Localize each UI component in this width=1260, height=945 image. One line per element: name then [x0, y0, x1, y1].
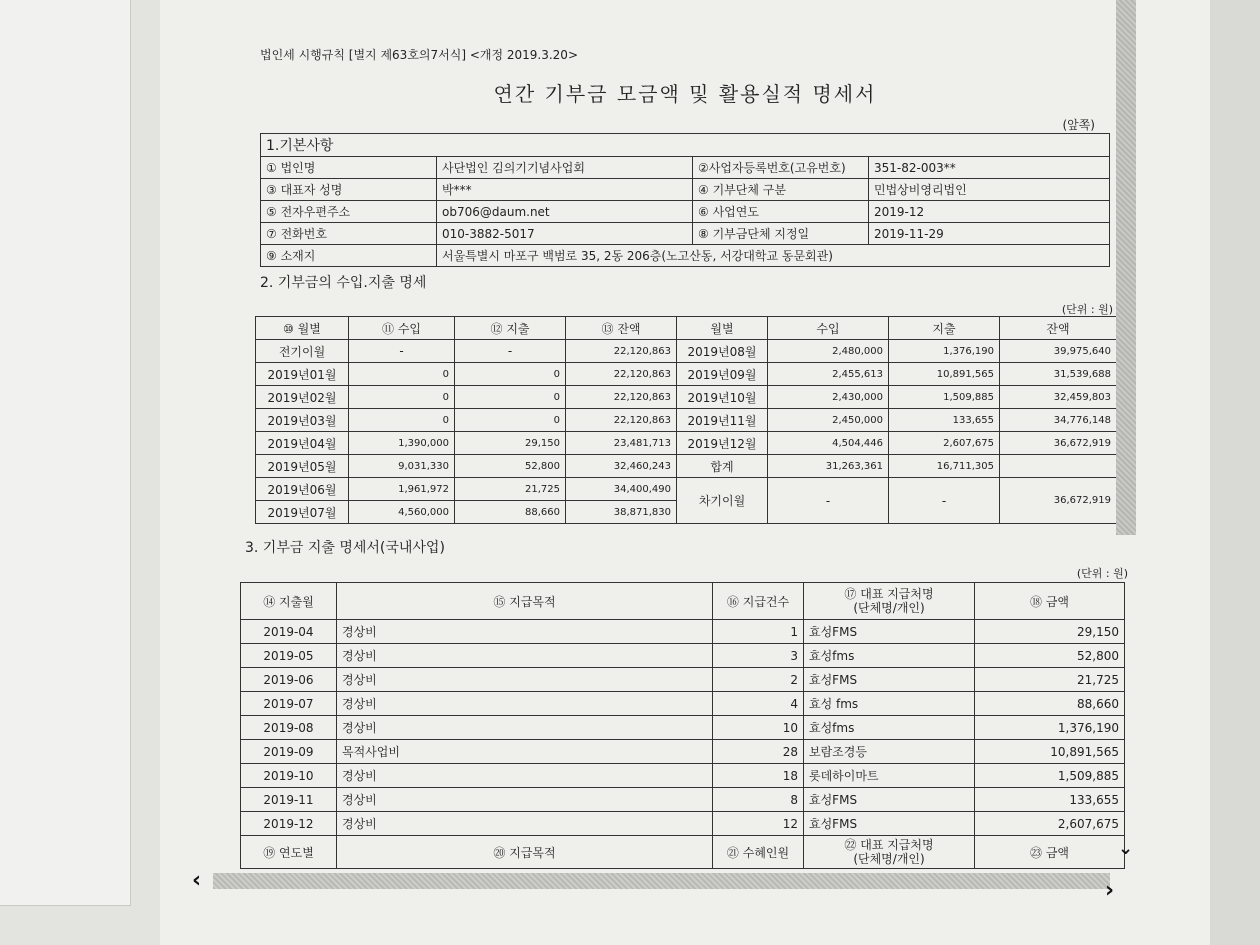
month-cell: 2019-05 [241, 644, 337, 668]
table-row [256, 455, 1117, 478]
table-row [241, 740, 1125, 764]
col-expense: ⑫ 지출 [455, 317, 566, 340]
total-expense: 16,711,305 [889, 455, 1000, 478]
balance-cell: 36,672,919 [1000, 432, 1117, 455]
col-recipient-2-sub: (단체명/개인) [853, 852, 925, 866]
table-row [256, 409, 1117, 432]
col-expense-month: ⑭ 지출월 [241, 583, 337, 620]
label-rep-name: ③ 대표자 성명 [261, 179, 437, 201]
col-recipient-2-label: ㉒ 대표 지급처명 [844, 838, 934, 852]
purpose-cell: 목적사업비 [337, 740, 713, 764]
col-recipient-sub: (단체명/개인) [853, 601, 925, 615]
left-page-sheet [0, 0, 131, 906]
col-income-2: 수입 [768, 317, 889, 340]
col-month: ⑩ 월별 [256, 317, 349, 340]
recipient-cell: 효성 fms [804, 692, 975, 716]
expense-cell: 133,655 [889, 409, 1000, 432]
income-cell: 1,390,000 [349, 432, 455, 455]
amount-cell: 2,607,675 [975, 812, 1125, 836]
recipient-cell: 효성FMS [804, 620, 975, 644]
expense-cell: 21,725 [455, 478, 566, 501]
section2-unit: (단위 : 원) [1061, 303, 1113, 316]
income-cell: 0 [349, 386, 455, 409]
table-row [241, 788, 1125, 812]
recipient-cell: 효성fms [804, 644, 975, 668]
value-fiscal-year: 2019-12 [869, 201, 1110, 223]
label-address: ⑨ 소재지 [261, 245, 437, 267]
balance-cell: 22,120,863 [566, 386, 677, 409]
col-recipient-label: ⑰ 대표 지급처명 [844, 587, 934, 601]
table-row [256, 386, 1117, 409]
month-cell: 2019-06 [241, 668, 337, 692]
value-email: ob706@daum.net [437, 201, 693, 223]
month-cell: 2019년05월 [256, 455, 349, 478]
carry-label: 차기이월 [677, 478, 768, 524]
count-cell: 10 [713, 716, 804, 740]
balance-cell: 31,539,688 [1000, 363, 1117, 386]
balance-cell: 34,400,490 [566, 478, 677, 501]
section2-heading: 2. 기부금의 수입.지출 명세 [260, 275, 427, 291]
table-row [261, 201, 1110, 223]
month-cell: 전기이월 [256, 340, 349, 363]
count-cell: 18 [713, 764, 804, 788]
amount-cell: 133,655 [975, 788, 1125, 812]
label-corp-name: ① 법인명 [261, 157, 437, 179]
horizontal-scrollbar[interactable] [213, 873, 1110, 889]
expense-cell: 52,800 [455, 455, 566, 478]
expense-cell: 0 [455, 409, 566, 432]
income-cell: 2,455,613 [768, 363, 889, 386]
value-address: 서울특별시 마포구 백범로 35, 2동 206층(노고산동, 서강대학교 동문회관) [437, 245, 1110, 267]
balance-cell: 38,871,830 [566, 501, 677, 524]
table-row [241, 716, 1125, 740]
count-cell: 2 [713, 668, 804, 692]
total-balance [1000, 455, 1117, 478]
month-cell: 2019-04 [241, 620, 337, 644]
balance-cell: 22,120,863 [566, 340, 677, 363]
balance-cell: 39,975,640 [1000, 340, 1117, 363]
expense-cell: - [455, 340, 566, 363]
scroll-left-icon[interactable]: ‹ [192, 868, 202, 893]
value-rep-name: 박*** [437, 179, 693, 201]
purpose-cell: 경상비 [337, 812, 713, 836]
col-year: ⑲ 연도별 [241, 836, 337, 869]
recipient-cell: 롯데하이마트 [804, 764, 975, 788]
col-count: ⑯ 지급건수 [713, 583, 804, 620]
table-row [256, 432, 1117, 455]
value-corp-name: 사단법인 김의기기념사업회 [437, 157, 693, 179]
table-header-row [256, 317, 1117, 340]
label-designation-date: ⑧ 기부금단체 지정일 [693, 223, 869, 245]
amount-cell: 1,376,190 [975, 716, 1125, 740]
balance-cell: 22,120,863 [566, 363, 677, 386]
amount-cell: 88,660 [975, 692, 1125, 716]
month-cell: 2019년09월 [677, 363, 768, 386]
income-cell: 4,504,446 [768, 432, 889, 455]
table-row [256, 478, 1117, 501]
label-org-type: ④ 기부단체 구분 [693, 179, 869, 201]
purpose-cell: 경상비 [337, 716, 713, 740]
month-cell: 2019년06월 [256, 478, 349, 501]
income-cell: 1,961,972 [349, 478, 455, 501]
scroll-right-icon[interactable]: › [1105, 878, 1115, 903]
label-phone: ⑦ 전화번호 [261, 223, 437, 245]
total-label: 합계 [677, 455, 768, 478]
purpose-cell: 경상비 [337, 620, 713, 644]
carry-balance: 36,672,919 [1000, 478, 1117, 524]
month-cell: 2019년08월 [677, 340, 768, 363]
col-recipient-2 [804, 836, 975, 869]
col-recipient [804, 583, 975, 620]
balance-cell: 32,459,803 [1000, 386, 1117, 409]
recipient-cell: 효성FMS [804, 812, 975, 836]
purpose-cell: 경상비 [337, 692, 713, 716]
col-expense-2: 지출 [889, 317, 1000, 340]
label-email: ⑤ 전자우편주소 [261, 201, 437, 223]
expense-cell: 1,376,190 [889, 340, 1000, 363]
month-cell: 2019-09 [241, 740, 337, 764]
section3-unit: (단위 : 원) [1076, 567, 1128, 580]
income-cell: - [349, 340, 455, 363]
month-cell: 2019년07월 [256, 501, 349, 524]
expense-cell: 29,150 [455, 432, 566, 455]
table-header-row [241, 583, 1125, 620]
carry-expense: - [889, 478, 1000, 524]
form-id: 법인세 시행규칙 [별지 제63호의7서식] <개정 2019.3.20> [260, 48, 578, 62]
table-row [241, 668, 1125, 692]
income-cell: 0 [349, 409, 455, 432]
expense-cell: 0 [455, 386, 566, 409]
section3-heading: 3. 기부금 지출 명세서(국내사업) [245, 540, 445, 556]
total-income: 31,263,361 [768, 455, 889, 478]
col-beneficiaries: ㉑ 수혜인원 [713, 836, 804, 869]
count-cell: 8 [713, 788, 804, 812]
purpose-cell: 경상비 [337, 788, 713, 812]
recipient-cell: 효성FMS [804, 668, 975, 692]
table-row [261, 157, 1110, 179]
expense-cell: 1,509,885 [889, 386, 1000, 409]
left-page [0, 0, 160, 945]
table-row [241, 620, 1125, 644]
expense-cell: 88,660 [455, 501, 566, 524]
income-cell: 2,450,000 [768, 409, 889, 432]
month-cell: 2019-08 [241, 716, 337, 740]
front-label: (앞쪽) [1062, 118, 1095, 132]
month-cell: 2019년03월 [256, 409, 349, 432]
section1-heading: 1.기본사항 [261, 134, 1110, 157]
amount-cell: 21,725 [975, 668, 1125, 692]
carry-income: - [768, 478, 889, 524]
income-table [255, 316, 1117, 524]
count-cell: 1 [713, 620, 804, 644]
expense-cell: 10,891,565 [889, 363, 1000, 386]
table-row [256, 340, 1117, 363]
income-cell: 2,430,000 [768, 386, 889, 409]
table-row [241, 644, 1125, 668]
count-cell: 28 [713, 740, 804, 764]
amount-cell: 10,891,565 [975, 740, 1125, 764]
month-cell: 2019년02월 [256, 386, 349, 409]
purpose-cell: 경상비 [337, 644, 713, 668]
balance-cell: 22,120,863 [566, 409, 677, 432]
income-cell: 4,560,000 [349, 501, 455, 524]
label-fiscal-year: ⑥ 사업연도 [693, 201, 869, 223]
col-month-2: 월별 [677, 317, 768, 340]
balance-cell: 34,776,148 [1000, 409, 1117, 432]
table-row [241, 692, 1125, 716]
expense-cell: 0 [455, 363, 566, 386]
basic-info-table [260, 133, 1110, 267]
value-biz-number: 351-82-003** [869, 157, 1110, 179]
vertical-scrollbar[interactable] [1116, 0, 1136, 535]
col-amount-2: ㉓ 금액 [975, 836, 1125, 869]
month-cell: 2019년01월 [256, 363, 349, 386]
month-cell: 2019년10월 [677, 386, 768, 409]
month-cell: 2019년12월 [677, 432, 768, 455]
month-cell: 2019년04월 [256, 432, 349, 455]
balance-cell: 32,460,243 [566, 455, 677, 478]
label-biz-number: ②사업자등록번호(고유번호) [693, 157, 869, 179]
recipient-cell: 효성FMS [804, 788, 975, 812]
chevron-down-icon[interactable]: ⌄ [1118, 838, 1134, 859]
col-purpose-2: ⑳ 지급목적 [337, 836, 713, 869]
col-purpose: ⑮ 지급목적 [337, 583, 713, 620]
table-row [256, 363, 1117, 386]
income-cell: 0 [349, 363, 455, 386]
amount-cell: 1,509,885 [975, 764, 1125, 788]
page-title: 연간 기부금 모금액 및 활용실적 명세서 [493, 82, 877, 106]
expense-cell: 2,607,675 [889, 432, 1000, 455]
value-org-type: 민법상비영리법인 [869, 179, 1110, 201]
value-phone: 010-3882-5017 [437, 223, 693, 245]
table-row [261, 179, 1110, 201]
expense-table [240, 582, 1125, 869]
col-balance-2: 잔액 [1000, 317, 1117, 340]
value-designation-date: 2019-11-29 [869, 223, 1110, 245]
col-amount: ⑱ 금액 [975, 583, 1125, 620]
table-row [241, 764, 1125, 788]
amount-cell: 52,800 [975, 644, 1125, 668]
table-row [261, 223, 1110, 245]
month-cell: 2019-12 [241, 812, 337, 836]
month-cell: 2019-07 [241, 692, 337, 716]
table-row [261, 245, 1110, 267]
income-cell: 9,031,330 [349, 455, 455, 478]
col-income: ⑪ 수입 [349, 317, 455, 340]
balance-cell: 23,481,713 [566, 432, 677, 455]
recipient-cell: 효성fms [804, 716, 975, 740]
table-footer-row [241, 836, 1125, 869]
count-cell: 12 [713, 812, 804, 836]
count-cell: 4 [713, 692, 804, 716]
income-cell: 2,480,000 [768, 340, 889, 363]
table-row [241, 812, 1125, 836]
month-cell: 2019-11 [241, 788, 337, 812]
recipient-cell: 보람조경등 [804, 740, 975, 764]
count-cell: 3 [713, 644, 804, 668]
purpose-cell: 경상비 [337, 668, 713, 692]
amount-cell: 29,150 [975, 620, 1125, 644]
purpose-cell: 경상비 [337, 764, 713, 788]
col-balance: ⑬ 잔액 [566, 317, 677, 340]
month-cell: 2019-10 [241, 764, 337, 788]
month-cell: 2019년11월 [677, 409, 768, 432]
